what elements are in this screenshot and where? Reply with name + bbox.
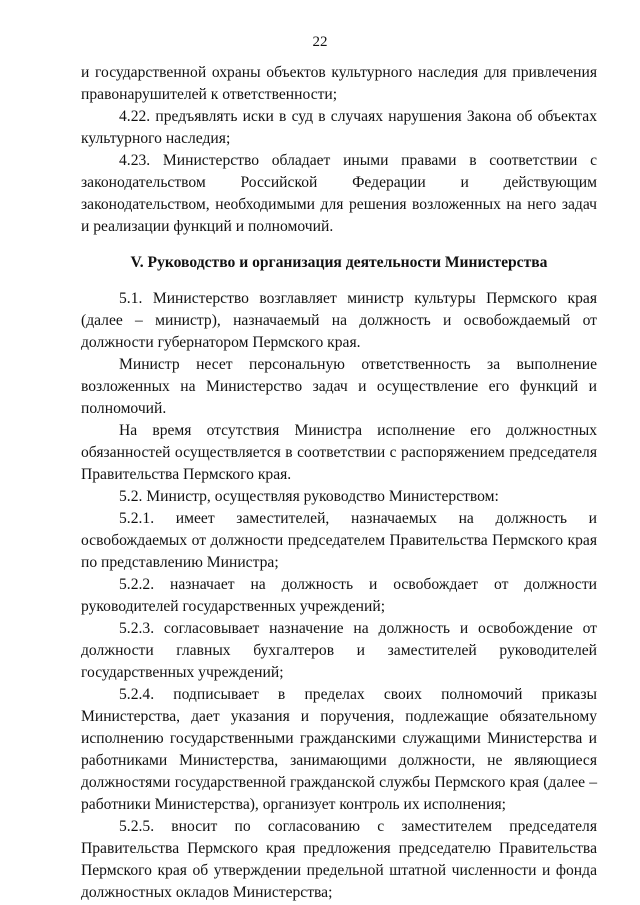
paragraph-4-22: 4.22. предъявлять иски в суд в случаях нарушения Закона об объектах культурного наследия; <box>81 108 597 147</box>
paragraph-4-23: 4.23. Министерство обладает иными правами в соответствии с законодательством Российской Федерации и действующим законодательством, необходимыми для решения возложенных на него задач и реализации функций и полномочий. <box>81 152 597 235</box>
paragraph-5-2: 5.2. Министр, осуществляя руководство Министерством: <box>119 488 499 505</box>
section-heading: V. Руководство и организация деятельности Министерства <box>130 254 548 271</box>
paragraph-minister-absence: На время отсутствия Министра исполнение его должностных обязанностей осуществляется в соответствии с распоряжением председателя Правительства Пермского края. <box>81 422 597 483</box>
document-body <box>81 62 597 904</box>
paragraph-5-2-3: 5.2.3. согласовывает назначение на должность и освобождение от должности главных бухгалтеров и заместителей руководителей государственных учреждений; <box>81 620 597 681</box>
paragraph-5-2-2: 5.2.2. назначает на должность и освобождает от должности руководителей государственных учреждений; <box>81 576 597 615</box>
paragraph-5-2-5: 5.2.5. вносит по согласованию с заместителем председателя Правительства Пермского края предложения председателю Правительства Пермского края об утверждении предельной штатной численности и фонда должностных окладов Министерства; <box>81 818 597 901</box>
page-number: 22 <box>312 34 328 50</box>
paragraph-5-1: 5.1. Министерство возглавляет министр культуры Пермского края (далее – министр), назначаемый на должность и освобождаемый от должности губернатором Пермского края. <box>81 290 597 351</box>
paragraph-continuation: и государственной охраны объектов культурного наследия для привлечения правонарушителей к ответственности; <box>81 64 597 103</box>
paragraph-5-2-4: 5.2.4. подписывает в пределах своих полномочий приказы Министерства, дает указания и поручения, подлежащие обязательному исполнению государственными гражданскими служащими Министерства и работниками Министерства, занимающими должности, не являющиеся должностями государственной гражданской службы Пермского края (далее – работники Министерства), организует контроль их исполнения; <box>81 686 597 813</box>
paragraph-5-2-1: 5.2.1. имеет заместителей, назначаемых на должность и освобождаемых от должности председателем Правительства Пермского края по представлению Министра; <box>81 510 597 571</box>
paragraph-minister-responsibility: Министр несет персональную ответственность за выполнение возложенных на Министерство задач и осуществление его функций и полномочий. <box>81 356 597 417</box>
